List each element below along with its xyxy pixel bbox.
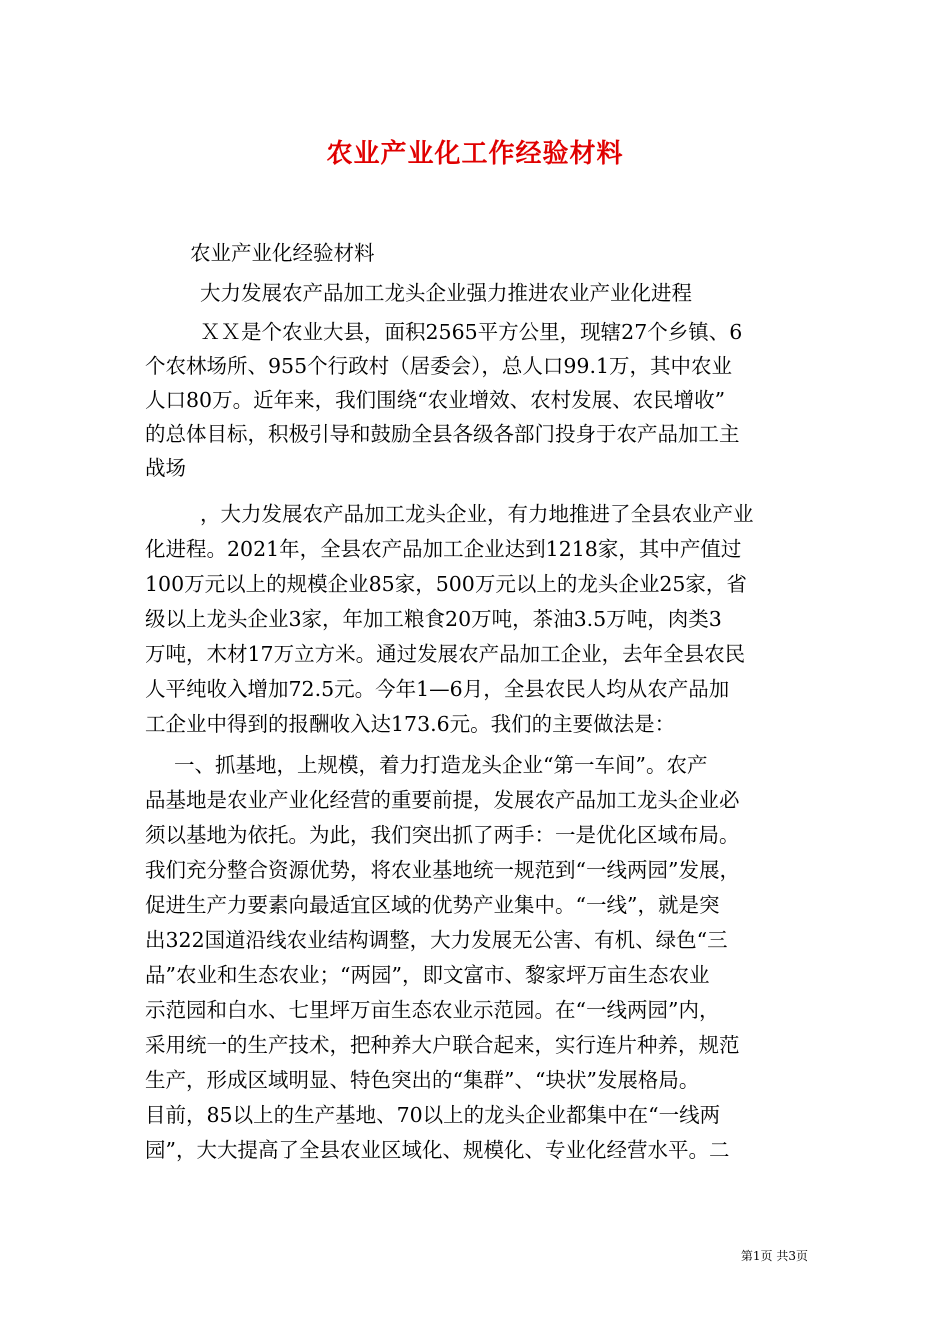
document-title: 农业产业化工作经验材料 — [326, 139, 624, 169]
text-line: 一、抓基地，上规模，着力打造龙头企业“第一车间”。农产 — [174, 753, 708, 777]
text-line: 促进生产力要素向最适宜区域的优势产业集中。“一线”，就是突 — [145, 893, 720, 917]
page-number: 第1页 共3页 — [740, 1249, 808, 1263]
text-line: 级以上龙头企业3家，年加工粮食20万吨，茶油3.5万吨，肉类3 — [145, 607, 722, 631]
text-line: 采用统一的生产技术，把种养大户联合起来，实行连片种养，规范 — [145, 1033, 740, 1057]
text-line: 个农林场所、955个行政村（居委会），总人口99.1万，其中农业 — [145, 354, 733, 378]
text-line: 目前，85以上的生产基地、70以上的龙头企业都集中在“一线两 — [145, 1103, 721, 1127]
text-line: 品”农业和生态农业；“两园”，即文富市、黎家坪万亩生态农业 — [145, 963, 710, 987]
text-line: 化进程。2021年，全县农产品加工企业达到1218家，其中产值过 — [145, 537, 742, 561]
section-subheading: 大力发展农产品加工龙头企业强力推进农业产业化进程 — [200, 281, 692, 305]
text-line: 人平纯收入增加72.5元。今年1—6月，全县农民人均从农产品加 — [145, 677, 730, 701]
text-line: 人口80万。近年来，我们围绕“农业增效、农村发展、农民增收” — [145, 388, 726, 412]
text-line: ＸＸ是个农业大县，面积2565平方公里，现辖27个乡镇、6 — [200, 320, 743, 344]
text-line: 战场 — [145, 456, 186, 480]
text-line: 万吨，木材17万立方米。通过发展农产品加工企业，去年全县农民 — [145, 642, 746, 666]
text-line: 园”，大大提高了全县农业区域化、规模化、专业化经营水平。二 — [145, 1138, 730, 1162]
section-heading: 农业产业化经验材料 — [190, 241, 375, 265]
text-line: 品基地是农业产业化经营的重要前提，发展农产品加工龙头企业必 — [145, 788, 740, 812]
text-line: 100万元以上的规模企业85家，500万元以上的龙头企业25家，省 — [145, 572, 747, 596]
text-line: 工企业中得到的报酬收入达173.6元。我们的主要做法是： — [145, 712, 676, 736]
text-line: 须以基地为依托。为此，我们突出抓了两手：一是优化区域布局。 — [145, 823, 740, 847]
text-line: 生产，形成区域明显、特色突出的“集群”、“块状”发展格局。 — [145, 1068, 700, 1092]
text-line: ，大力发展农产品加工龙头企业，有力地推进了全县农业产业 — [200, 502, 754, 526]
text-line: 我们充分整合资源优势，将农业基地统一规范到“一线两园”发展， — [145, 858, 740, 882]
text-line: 出322国道沿线农业结构调整，大力发展无公害、有机、绿色“三 — [145, 928, 728, 952]
text-line: 的总体目标，积极引导和鼓励全县各级各部门投身于农产品加工主 — [145, 422, 740, 446]
text-line: 示范园和白水、七里坪万亩生态农业示范园。在“一线两园”内， — [145, 998, 720, 1022]
